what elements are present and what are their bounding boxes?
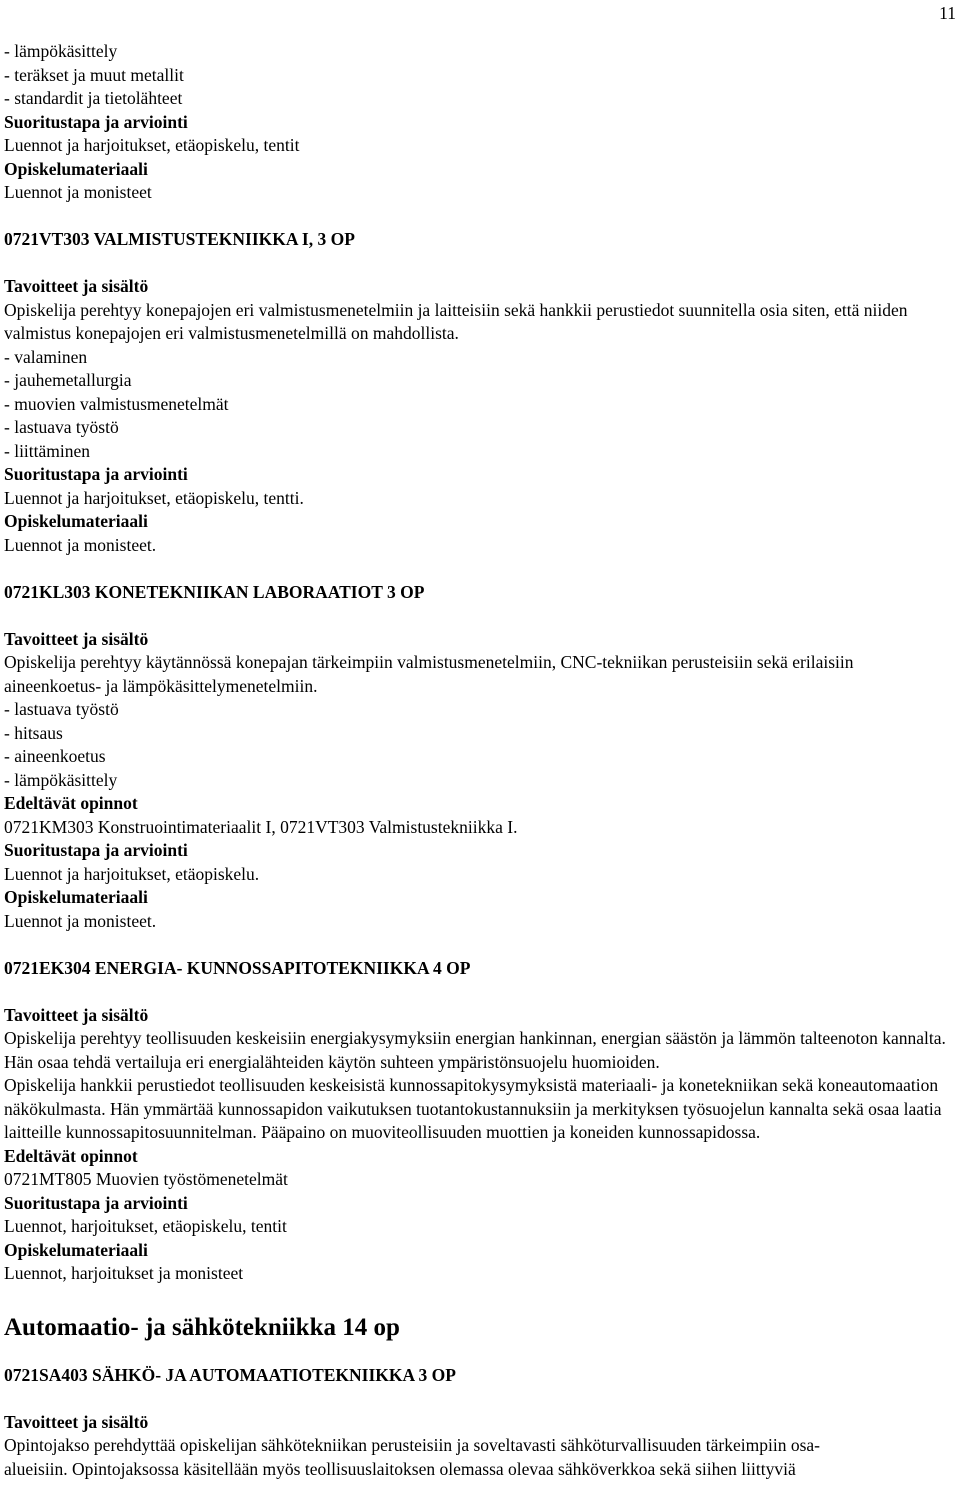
material-text: Luennot, harjoitukset ja monisteet: [4, 1263, 244, 1283]
goals-heading: Tavoitteet ja sisältö: [4, 276, 149, 296]
list-item: - lämpökäsittely: [4, 41, 118, 61]
goals-text-line: alueisiin. Opintojaksossa käsitellään myös teollisuuslaitoksen olemassa olevaa sähköverkkoa sekä siihen liittyviä: [4, 1458, 796, 1479]
list-item: - hitsaus: [4, 722, 63, 743]
material-text: Luennot ja monisteet.: [4, 910, 157, 931]
goals-text-line: Opintojakso perehdyttää opiskelijan sähkötekniikan perusteisiin ja soveltavasti sähköturvallisuuden tärkeimpiin osa-: [4, 1435, 820, 1455]
list-item: - lämpökäsittely: [4, 769, 118, 790]
goals-text: Opiskelija perehtyy konepajojen eri valmistusmenetelmiin ja laitteisiin sekä hankkii perustiedot suunnitella osia siten, että niiden valmistus konepajojen eri valmistusmenetelmillä on mahdollista.: [4, 299, 908, 343]
list-item: - lastuava työstö: [4, 699, 119, 719]
material-text: Luennot ja monisteet.: [4, 534, 157, 555]
section-title: Automaatio- ja sähkötekniikka 14 op: [4, 1313, 400, 1341]
goals-heading: Tavoitteet ja sisältö: [4, 1004, 149, 1025]
course-title-vt303: 0721VT303 VALMISTUSTEKNIIKKA I, 3 OP: [4, 229, 355, 249]
list-item: - standardit ja tietolähteet: [4, 88, 183, 108]
course-title-ek304: 0721EK304 ENERGIA- KUNNOSSAPITOTEKNIIKKA 4 OP: [4, 957, 471, 978]
material-text: Luennot ja monisteet: [4, 182, 152, 202]
goals-heading: Tavoitteet ja sisältö: [4, 628, 149, 649]
list-item: - aineenkoetus: [4, 746, 106, 766]
assessment-heading: Suoritustapa ja arviointi: [4, 464, 188, 484]
list-item: - valaminen: [4, 346, 88, 367]
topic-list: [4, 698, 954, 792]
assessment-heading: Suoritustapa ja arviointi: [4, 1192, 188, 1213]
prereq-text: 0721KM303 Konstruointimateriaalit I, 0721VT303 Valmistustekniikka I.: [4, 816, 518, 837]
assessment-text: Luennot ja harjoitukset, etäopiskelu, tentti.: [4, 487, 304, 508]
document-body: [4, 40, 954, 1481]
goals-text: Opiskelija perehtyy teollisuuden keskeisiin energiakysymyksiin energian hankinnan, energian säästön ja lämmön talteenoton kannalta. Hän osaa tehdä vertailuja eri energialähteiden käytön suhteen ympäristönsuojelu huomioiden.: [4, 1028, 946, 1072]
prereq-heading: Edeltävät opinnot: [4, 1145, 138, 1166]
assessment-heading: Suoritustapa ja arviointi: [4, 111, 188, 132]
top-list: [4, 40, 954, 111]
material-heading: Opiskelumateriaali: [4, 511, 148, 531]
material-heading: Opiskelumateriaali: [4, 1239, 148, 1260]
list-item: - teräkset ja muut metallit: [4, 64, 184, 85]
page-number: 11: [939, 3, 956, 23]
prereq-text: 0721MT805 Muovien työstömenetelmät: [4, 1169, 288, 1189]
course-title-kl303: 0721KL303 KONETEKNIIKAN LABORAATIOT 3 OP: [4, 581, 425, 602]
assessment-text: Luennot ja harjoitukset, etäopiskelu.: [4, 863, 260, 884]
prereq-heading: Edeltävät opinnot: [4, 793, 138, 813]
list-item: - liittäminen: [4, 440, 91, 461]
assessment-heading: Suoritustapa ja arviointi: [4, 840, 188, 860]
goals-heading: Tavoitteet ja sisältö: [4, 1411, 149, 1432]
goals-text: Opiskelija perehtyy käytännössä konepajan tärkeimpiin valmistusmenetelmiin, CNC-tekniikan perusteisiin sekä erilaisiin aineenkoetus- ja lämpökäsittelymenetelmiin.: [4, 652, 854, 696]
goals-text: Opiskelija hankkii perustiedot teollisuuden keskeisistä kunnossapitokysymyksistä materiaali- ja konetekniikan sekä koneautomaation näkökulmasta. Hän ymmärtää kunnossapidon vaikutuksen tuotantokustannuksiin ja merkityksen työsuojelun kannalta sekä osaa laatia laitteille kunnossapitosuunnitelman. Pääpaino on muoviteollisuuden muottien ja koneiden kunnossapidossa.: [4, 1075, 942, 1142]
list-item: - jauhemetallurgia: [4, 370, 132, 390]
assessment-text: Luennot, harjoitukset, etäopiskelu, tentit: [4, 1216, 287, 1236]
list-item: - lastuava työstö: [4, 417, 119, 437]
list-item: - muovien valmistusmenetelmät: [4, 393, 229, 414]
assessment-text: Luennot ja harjoitukset, etäopiskelu, tentit: [4, 135, 300, 155]
material-heading: Opiskelumateriaali: [4, 887, 148, 907]
topic-list: [4, 346, 954, 464]
course-title-sa403: 0721SA403 SÄHKÖ- JA AUTOMAATIOTEKNIIKKA 3 OP: [4, 1364, 456, 1385]
material-heading: Opiskelumateriaali: [4, 158, 148, 179]
